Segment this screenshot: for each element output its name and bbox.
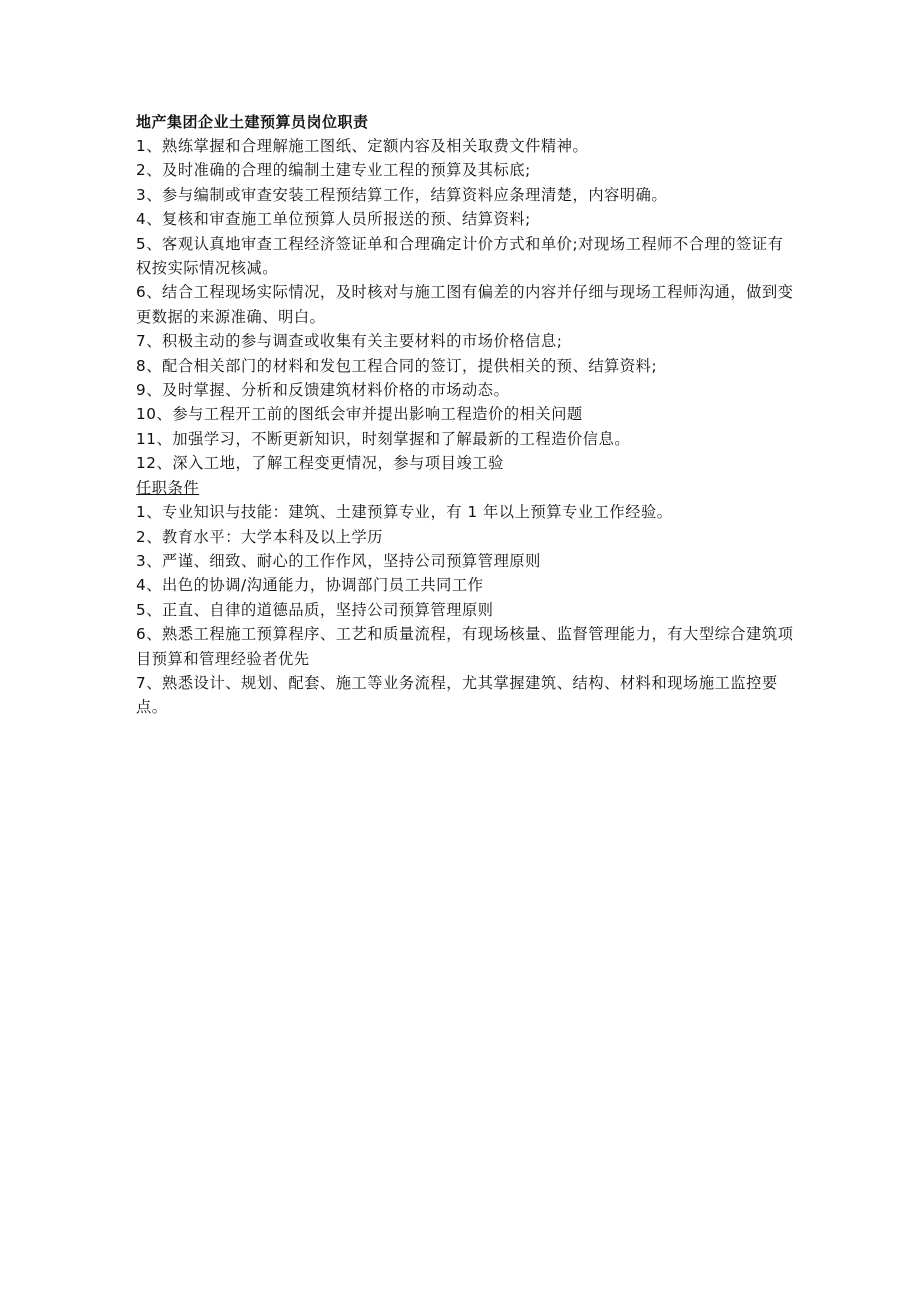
requirement-item: 3、严谨、细致、耐心的工作作风，坚持公司预算管理原则	[136, 551, 541, 570]
document-body	[136, 110, 796, 720]
duties-list	[136, 134, 796, 476]
duty-item: 5、客观认真地审查工程经济签证单和合理确定计价方式和单价;对现场工程师不合理的签证有权按实际情况核减。	[136, 234, 784, 278]
duty-item: 10、参与工程开工前的图纸会审并提出影响工程造价的相关问题	[136, 405, 583, 424]
requirement-item: 2、教育水平：大学本科及以上学历	[136, 527, 384, 546]
requirement-item: 4、出色的协调/沟通能力，协调部门员工共同工作	[136, 576, 484, 595]
duty-item: 4、复核和审查施工单位预算人员所报送的预、结算资料;	[136, 210, 531, 229]
requirements-list	[136, 500, 796, 720]
duty-item: 6、结合工程现场实际情况，及时核对与施工图有偏差的内容并仔细与现场工程师沟通，做到变更数据的来源准确、明白。	[136, 283, 794, 326]
duty-item: 8、配合相关部门的材料和发包工程合同的签订，提供相关的预、结算资料;	[136, 356, 658, 375]
requirement-item: 7、熟悉设计、规划、配套、施工等业务流程，尤其掌握建筑、结构、材料和现场施工监控要点。	[136, 673, 778, 717]
requirement-item: 1、专业知识与技能：建筑、土建预算专业，有 1 年以上预算专业工作经验。	[136, 503, 673, 522]
duty-item: 11、加强学习，不断更新知识，时刻掌握和了解最新的工程造价信息。	[136, 429, 631, 448]
duty-item: 7、积极主动的参与调查或收集有关主要材料的市场价格信息;	[136, 332, 563, 351]
duty-item: 2、及时准确的合理的编制土建专业工程的预算及其标底;	[136, 161, 531, 180]
requirement-item: 5、正直、自律的道德品质，坚持公司预算管理原则	[136, 600, 494, 619]
duty-item: 9、及时掌握、分析和反馈建筑材料价格的市场动态。	[136, 381, 510, 400]
duty-item: 12、深入工地，了解工程变更情况，参与项目竣工验	[136, 454, 504, 473]
requirements-heading: 任职条件	[136, 478, 200, 497]
document-title: 地产集团企业土建预算员岗位职责	[136, 113, 369, 131]
requirement-item: 6、熟悉工程施工预算程序、工艺和质量流程，有现场核量、监督管理能力，有大型综合建筑项目预算和管理经验者优先	[136, 625, 794, 668]
duty-item: 3、参与编制或审查安装工程预结算工作，结算资料应条理清楚，内容明确。	[136, 185, 668, 204]
duty-item: 1、熟练掌握和合理解施工图纸、定额内容及相关取费文件精神。	[136, 137, 589, 155]
